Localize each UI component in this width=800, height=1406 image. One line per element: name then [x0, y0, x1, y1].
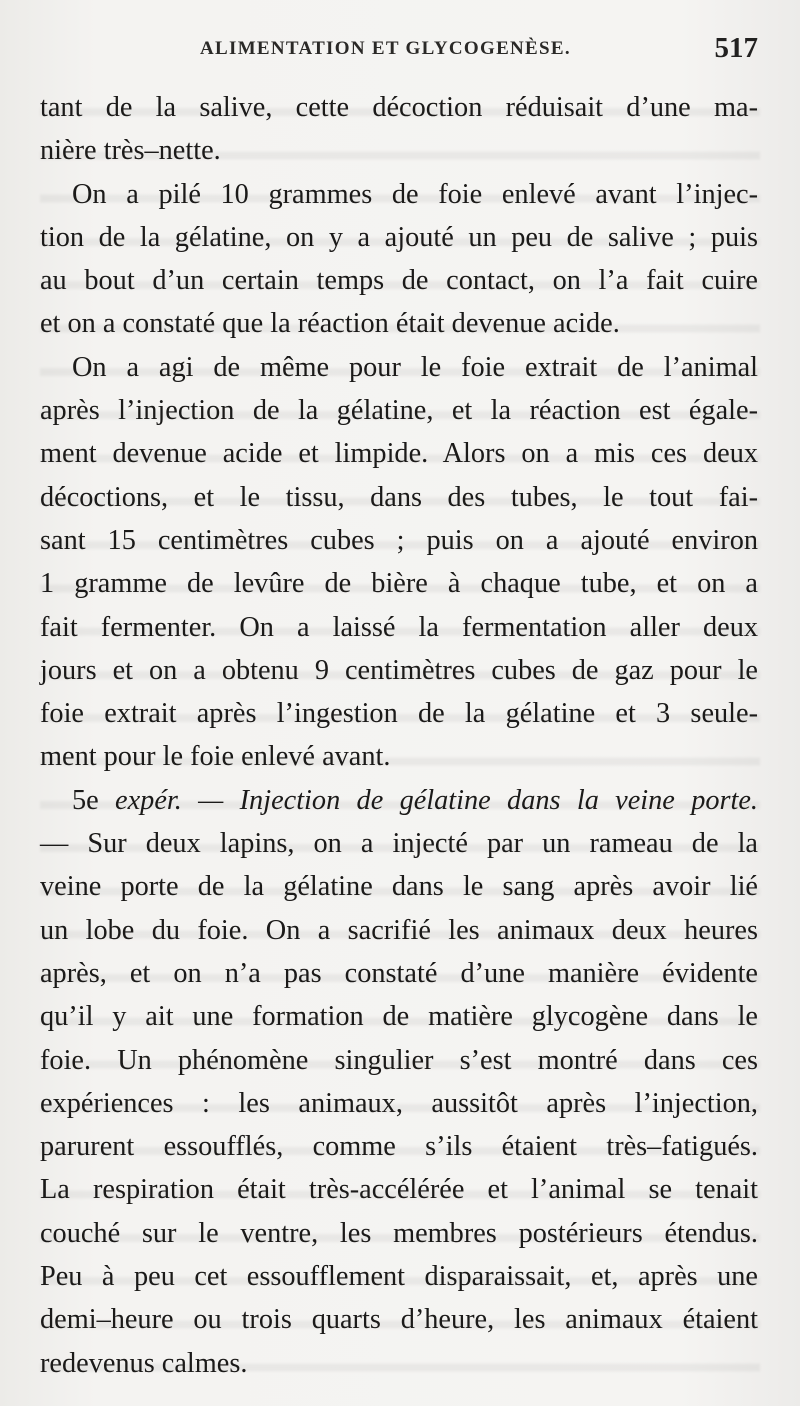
text-line: ment devenue acide et limpide. Alors on a mis ces deux — [40, 438, 758, 470]
text-line: au bout d’un certain temps de contact, on l’a fait cuire — [40, 265, 758, 297]
text-line: tant de la salive, cette décoction réduisait d’une ma- — [40, 92, 758, 123]
text-line: après, et on n’a pas constaté d’une manière évidente — [40, 957, 758, 989]
experiment-title: expér. — Injection de gélatine dans la veine porte. — [115, 784, 758, 816]
page-number: 517 — [714, 32, 758, 64]
text-line: expériences : les animaux, aussitôt après l’injection, — [40, 1087, 758, 1119]
text-line: tion de la gélatine, on y a ajouté un peu de salive ; puis — [40, 221, 758, 253]
body-text — [40, 86, 758, 1385]
text-line: jours et on a obtenu 9 centimètres cubes de gaz pour le — [40, 654, 758, 686]
text-line: couché sur le ventre, les membres postérieurs étendus. — [40, 1217, 758, 1249]
text-line: un lobe du foie. On a sacrifié les animaux deux heures — [40, 914, 758, 946]
text-line: On a pilé 10 grammes de foie enlevé avant l’injec- — [72, 178, 758, 210]
running-title: ALIMENTATION ET GLYCOGENÈSE. — [200, 38, 571, 59]
text-line: ment pour le foie enlevé avant. — [40, 741, 391, 773]
experiment-number: 5e — [72, 784, 99, 816]
text-line: La respiration était très-accélérée et l’animal se tenait — [40, 1174, 758, 1206]
text-line: 1 gramme de levûre de bière à chaque tube, et on a — [40, 568, 758, 600]
text-line: décoctions, et le tissu, dans des tubes, le tout fai- — [40, 481, 758, 513]
text-line: nière très–nette. — [40, 135, 221, 167]
experiment-heading — [40, 779, 758, 822]
text-line: qu’il y ait une formation de matière glycogène dans le — [40, 1001, 758, 1033]
text-line: On a agi de même pour le foie extrait de l’animal — [72, 351, 758, 383]
text-line: sant 15 centimètres cubes ; puis on a ajouté environ — [40, 524, 758, 556]
text-line: redevenus calmes. — [40, 1347, 248, 1379]
text-line: foie extrait après l’ingestion de la gélatine et 3 seule- — [40, 698, 758, 730]
text-line: Peu à peu cet essoufflement disparaissait, et, après une — [40, 1261, 758, 1293]
page-header — [40, 30, 760, 76]
text-line: parurent essoufflés, comme s’ils étaient très–fatigués. — [40, 1131, 758, 1163]
text-line: veine porte de la gélatine dans le sang après avoir lié — [40, 871, 758, 903]
text-line: après l’injection de la gélatine, et la réaction est égale- — [40, 395, 758, 427]
text-line: demi–heure ou trois quarts d’heure, les animaux étaient — [40, 1304, 758, 1336]
text-line: fait fermenter. On a laissé la fermentation aller deux — [40, 611, 758, 643]
text-line: et on a constaté que la réaction était devenue acide. — [40, 308, 620, 340]
text-line: — Sur deux lapins, on a injecté par un rameau de la — [40, 828, 758, 860]
text-line: foie. Un phénomène singulier s’est montré dans ces — [40, 1044, 758, 1076]
